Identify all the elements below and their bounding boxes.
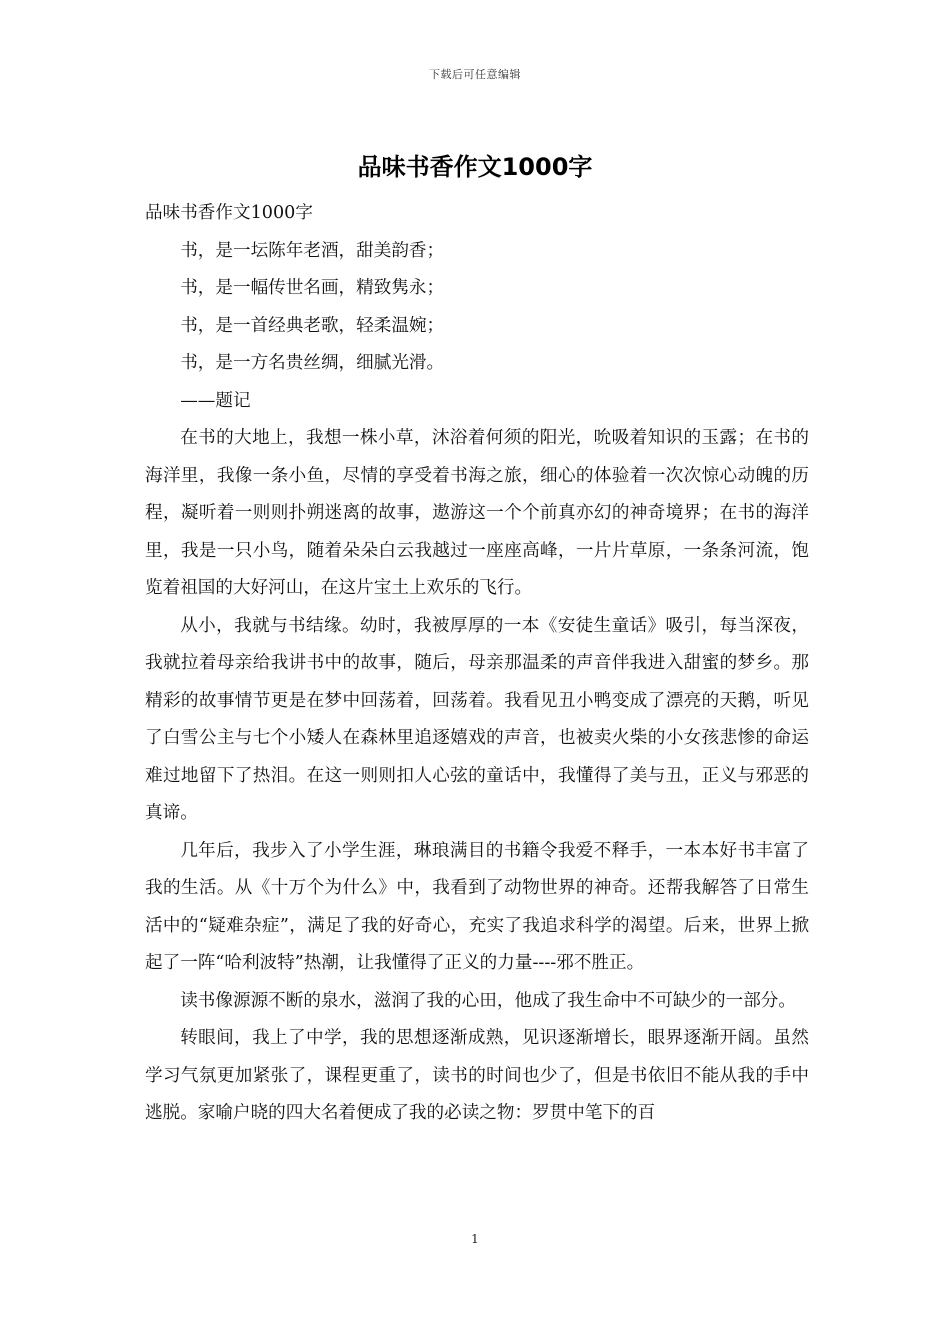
body-paragraph: 读书像源源不断的泉水，滋润了我的心田，他成了我生命中不可缺少的一部分。 [180, 990, 796, 1011]
epigraph-attribution: ——题记 [180, 390, 251, 411]
epigraph-line: 书，是一方名贵丝绸，细腻光滑。 [180, 353, 445, 373]
document-body [145, 195, 809, 1133]
header-note: 下载后可任意编辑 [429, 68, 521, 81]
body-paragraph: 转眼间，我上了中学，我的思想逐渐成熟，见识逐渐增长，眼界逐渐开阔。虽然学习气氛更加紧张了，课程更重了，读书的时间也少了，但是书依旧不能从我的手中逃脱。家喻户晓的四大名着便成了我的必读之物：罗贯中笔下的百 [145, 1028, 809, 1123]
subtitle-line: 品味书香作文1000字 [145, 203, 313, 223]
page-number: 1 [471, 1232, 479, 1246]
document-title: 品味书香作文1000字 [357, 153, 593, 181]
body-paragraph: 在书的大地上，我想一株小草，沐浴着何须的阳光，吮吸着知识的玉露；在书的海洋里，我像一条小鱼，尽情的享受着书海之旅，细心的体验着一次次惊心动魄的历程，凝听着一则则扑朔迷离的故事，遨游这一个个前真亦幻的神奇境界；在书的海洋里，我是一只小鸟，随着朵朵白云我越过一座座高峰，一片片草原，一条条河流，饱览着祖国的大好河山，在这片宝土上欢乐的飞行。 [145, 428, 809, 598]
epigraph-line: 书，是一幅传世名画，精致隽永； [180, 278, 445, 298]
epigraph-line: 书，是一首经典老歌，轻柔温婉； [180, 315, 445, 336]
body-paragraph: 几年后，我步入了小学生涯，琳琅满目的书籍令我爱不释手，一本本好书丰富了我的生活。从《十万个为什么》中，我看到了动物世界的神奇。还帮我解答了日常生活中的“疑难杂症”，满足了我的好奇心，充实了我追求科学的渴望。后来，世界上掀起了一阵“哈利波特”热潮，让我懂得了正义的力量----邪不胜正。 [145, 840, 809, 973]
epigraph-line: 书，是一坛陈年老酒，甜美韵香； [180, 240, 445, 261]
body-paragraph: 从小，我就与书结缘。幼时，我被厚厚的一本《安徒生童话》吸引，每当深夜，我就拉着母亲给我讲书中的故事，随后，母亲那温柔的声音伴我进入甜蜜的梦乡。那精彩的故事情节更是在梦中回荡着，回荡着。我看见丑小鸭变成了漂亮的天鹅，听见了白雪公主与七个小矮人在森林里追逐嬉戏的声音，也被卖火柴的小女孩悲惨的命运难过地留下了热泪。在这一则则扣人心弦的童话中，我懂得了美与丑，正义与邪恶的真谛。 [145, 615, 809, 823]
